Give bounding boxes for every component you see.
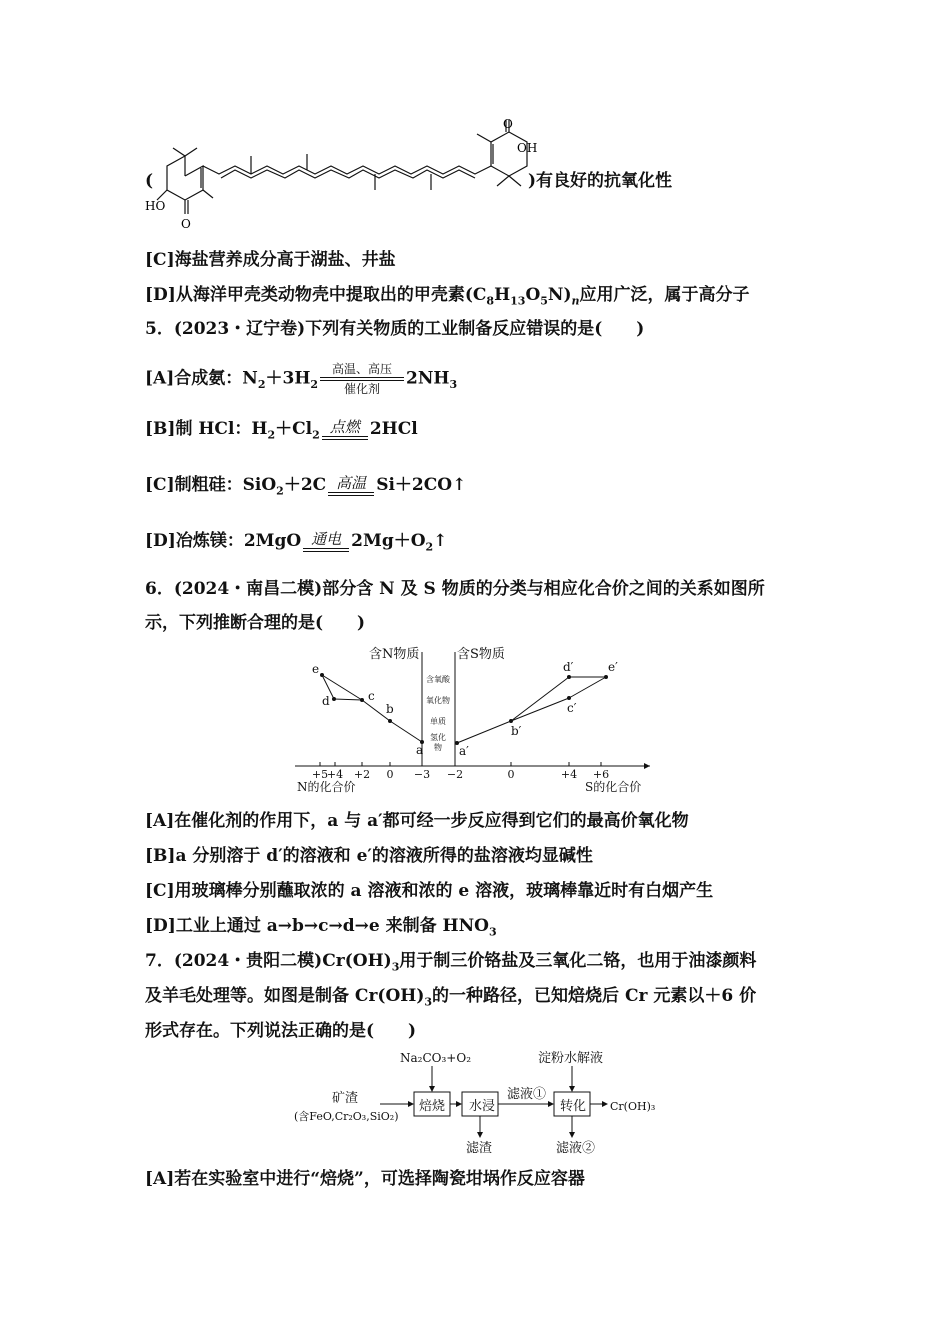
n-tick-label: +2 — [353, 768, 371, 781]
s-connector — [457, 721, 511, 743]
s-connector — [569, 677, 606, 698]
n-point-label: d — [322, 694, 330, 708]
reagent-na2co3-o2: Na₂CO₃+O₂ — [400, 1051, 471, 1065]
x-label-s: S的化合价 — [585, 780, 642, 794]
astaxanthin-structure — [145, 117, 538, 238]
q4-molecule-close: )有良好的抗氧化性 — [528, 171, 673, 191]
n-connector — [390, 721, 422, 742]
s-point — [567, 696, 571, 700]
q4-option-c: [C]海盐营养成分高于湖盐、井盐 — [145, 250, 396, 270]
q7-stem-line2: 及羊毛处理等。如图是制备 $Cr(OH)_3$的一种路径，已知焙烧后 Cr 元素以＋6 价 — [145, 986, 757, 1009]
q5-option-a: [A]合成氨：$N_2+3H_2$ 高温、高压 催化剂 $2NH_3$ — [145, 362, 458, 396]
q7-stem-line1: 7．(2024・贵阳二模)$Cr(OH)_3$用于制三价铬盐及三氧化二铬，也用于油漆颜料 — [145, 951, 757, 974]
category-label: 氧化物 — [426, 696, 450, 705]
reaction-condition: 通电 — [303, 531, 349, 553]
n-point-c — [360, 698, 364, 702]
category-label: 含氧酸 — [426, 675, 450, 684]
q7-stem-line3: 形式存在。下列说法正确的是( ) — [145, 1021, 417, 1041]
n-point-d — [332, 697, 336, 701]
q6-stem-line2: 示，下列推断合理的是( ) — [145, 613, 366, 633]
q5-option-c: [C]制粗硅：SiO$_2$＋2C 高温 Si＋2CO↑ — [145, 473, 467, 498]
s-tick-label: +4 — [560, 768, 578, 781]
n-point-e — [320, 673, 324, 677]
chart-title-n: 含N物质 — [369, 647, 420, 662]
q6-option-c: [C]用玻璃棒分别蘸取浓的 a 溶液和浓的 e 溶液，玻璃棒靠近时有白烟产生 — [145, 881, 714, 901]
q6-option-a: [A]在催化剂的作用下，a 与 a′都可经一步反应得到它们的最高价氧化物 — [145, 811, 689, 831]
oh-label: OH — [517, 141, 538, 155]
n-point-label: e — [312, 662, 320, 676]
output-residue: 滤渣 — [466, 1141, 493, 1156]
s-point-label: c′ — [567, 701, 577, 715]
filtrate-1-label: 滤液① — [507, 1087, 547, 1102]
s-point — [509, 719, 513, 723]
product-croh3: Cr(OH)₃ — [610, 1100, 656, 1113]
q5-option-b: [B]制 HCl：$H_2+Cl_2$ 点燃 2HCl — [145, 417, 418, 442]
q5-option-d: [D]冶炼镁：2MgO 通电 $2Mg+O_2↑$ — [145, 529, 448, 554]
q5-stem: 5．(2023・辽宁卷)下列有关物质的工业制备反应错误的是( ) — [145, 319, 645, 339]
n-point-label: c — [368, 689, 375, 703]
reagent-starch-hydrolysate: 淀粉水解液 — [538, 1051, 604, 1066]
q7-option-a: [A]若在实验室中进行“焙烧”，可选择陶瓷坩埚作反应容器 — [145, 1169, 585, 1189]
n-tick-label: 0 — [386, 768, 394, 781]
o-label-top: O — [503, 117, 513, 131]
box-convert: 转化 — [560, 1099, 587, 1114]
s-point — [604, 675, 608, 679]
chart-title-s: 含S物质 — [457, 647, 505, 662]
category-label: 氢化 — [430, 733, 446, 742]
s-connector — [511, 698, 569, 721]
category-label: 单质 — [430, 717, 446, 726]
q6-option-b: [B]a 分别溶于 d′的溶液和 e′的溶液所得的盐溶液均显碱性 — [145, 846, 593, 866]
n-connector — [334, 699, 362, 700]
q4-molecule-open: ( — [145, 171, 154, 191]
valence-chart — [295, 642, 655, 798]
s-connector — [511, 677, 569, 721]
box-roast: 焙烧 — [419, 1099, 446, 1114]
output-filtrate-2: 滤液② — [556, 1141, 596, 1156]
s-tick-label: 0 — [507, 768, 515, 781]
n-tick-label: −3 — [413, 768, 431, 781]
s-tick-label: +6 — [592, 768, 610, 781]
n-tick-label: +5 — [311, 768, 329, 781]
ho-label: HO — [145, 199, 166, 213]
box-water-leach: 水浸 — [469, 1099, 496, 1114]
s-tick-label: −2 — [446, 768, 464, 781]
o-label-bottom: O — [181, 217, 191, 231]
reversible-arrow: 高温、高压 催化剂 — [320, 362, 404, 396]
s-point — [567, 675, 571, 679]
n-point-b — [388, 719, 392, 723]
q4-option-d: [D]从海洋甲壳类动物壳中提取出的甲壳素$(C_8H_{13}O_5N)_n$应用广泛，属于高分子 — [145, 285, 750, 308]
flow-start-slag: 矿渣 — [332, 1091, 359, 1106]
s-point-label: e′ — [608, 660, 618, 674]
x-label-n: N的化合价 — [297, 780, 356, 794]
process-flowchart — [292, 1048, 672, 1160]
s-point-label: a′ — [459, 744, 469, 758]
q6-option-d: [D]工业上通过 a→b→c→d→e 来制备 $HNO_3$ — [145, 916, 497, 939]
s-point-label: d′ — [563, 660, 574, 674]
n-point-label: a — [416, 743, 424, 757]
category-label: 物 — [434, 743, 442, 752]
flow-start-note: (含FeO,Cr₂O₃,SiO₂) — [294, 1110, 399, 1123]
reaction-condition: 点燃 — [322, 419, 368, 441]
n-point-label: b — [386, 702, 394, 716]
s-point-label: b′ — [511, 724, 522, 738]
q6-stem-line1: 6．(2024・南昌二模)部分含 N 及 S 物质的分类与相应化合价之间的关系如图所 — [145, 579, 765, 599]
n-tick-label: +4 — [326, 768, 344, 781]
reaction-condition: 高温 — [328, 475, 374, 497]
